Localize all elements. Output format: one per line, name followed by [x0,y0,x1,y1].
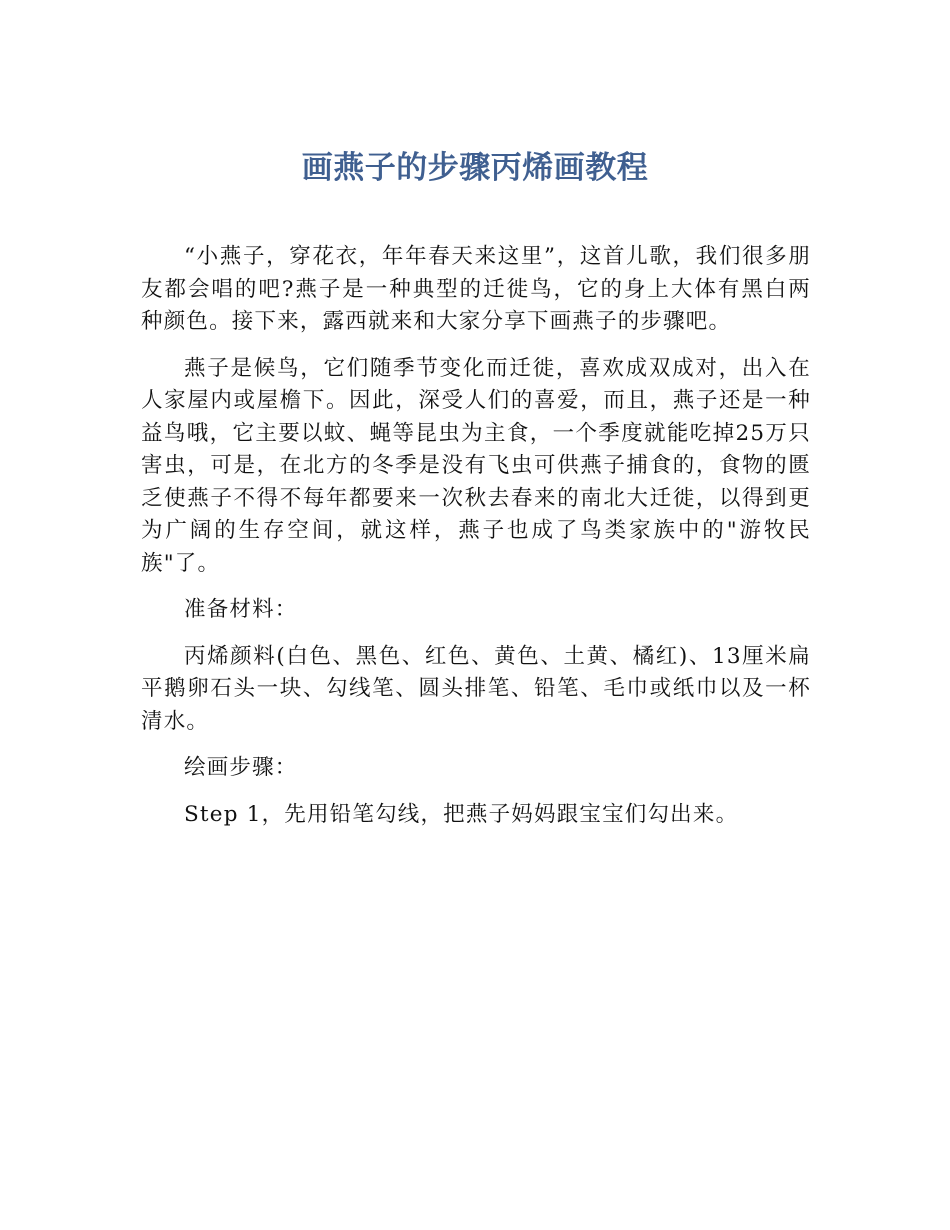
paragraph-swallow-facts: 燕子是候鸟，它们随季节变化而迁徙，喜欢成双成对，出入在人家屋内或屋檐下。因此，深受人们的喜爱，而且，燕子还是一种益鸟哦，它主要以蚊、蝇等昆虫为主食，一个季度就能吃掉25万只害虫，可是，在北方的冬季是没有飞虫可供燕子捕食的，食物的匮乏使燕子不得不每年都要来一次秋去春来的南北大迁徙，以得到更为广阔的生存空间，就这样，燕子也成了鸟类家族中的"游牧民族"了。 [141,355,811,576]
paragraph-steps-heading: 绘画步骤： [184,755,298,780]
paragraph-intro: “小燕子，穿花衣，年年春天来这里”，这首儿歌，我们很多朋友都会唱的吧?燕子是一种典型的迁徙鸟，它的身上大体有黑白两种颜色。接下来，露西就来和大家分享下画燕子的步骤吧。 [141,244,811,334]
paragraph-materials-heading: 准备材料： [184,597,298,622]
document-body [141,241,811,845]
paragraph-step-1: Step 1，先用铅笔勾线，把燕子妈妈跟宝宝们勾出来。 [184,801,739,827]
document-title: 画燕子的步骤丙烯画教程 [301,150,649,186]
paragraph-materials-list: 丙烯颜料(白色、黑色、红色、黄色、土黄、橘红)、13厘米扁平鹅卵石头一块、勾线笔、圆头排笔、铅笔、毛巾或纸巾以及一杯清水。 [141,643,811,734]
